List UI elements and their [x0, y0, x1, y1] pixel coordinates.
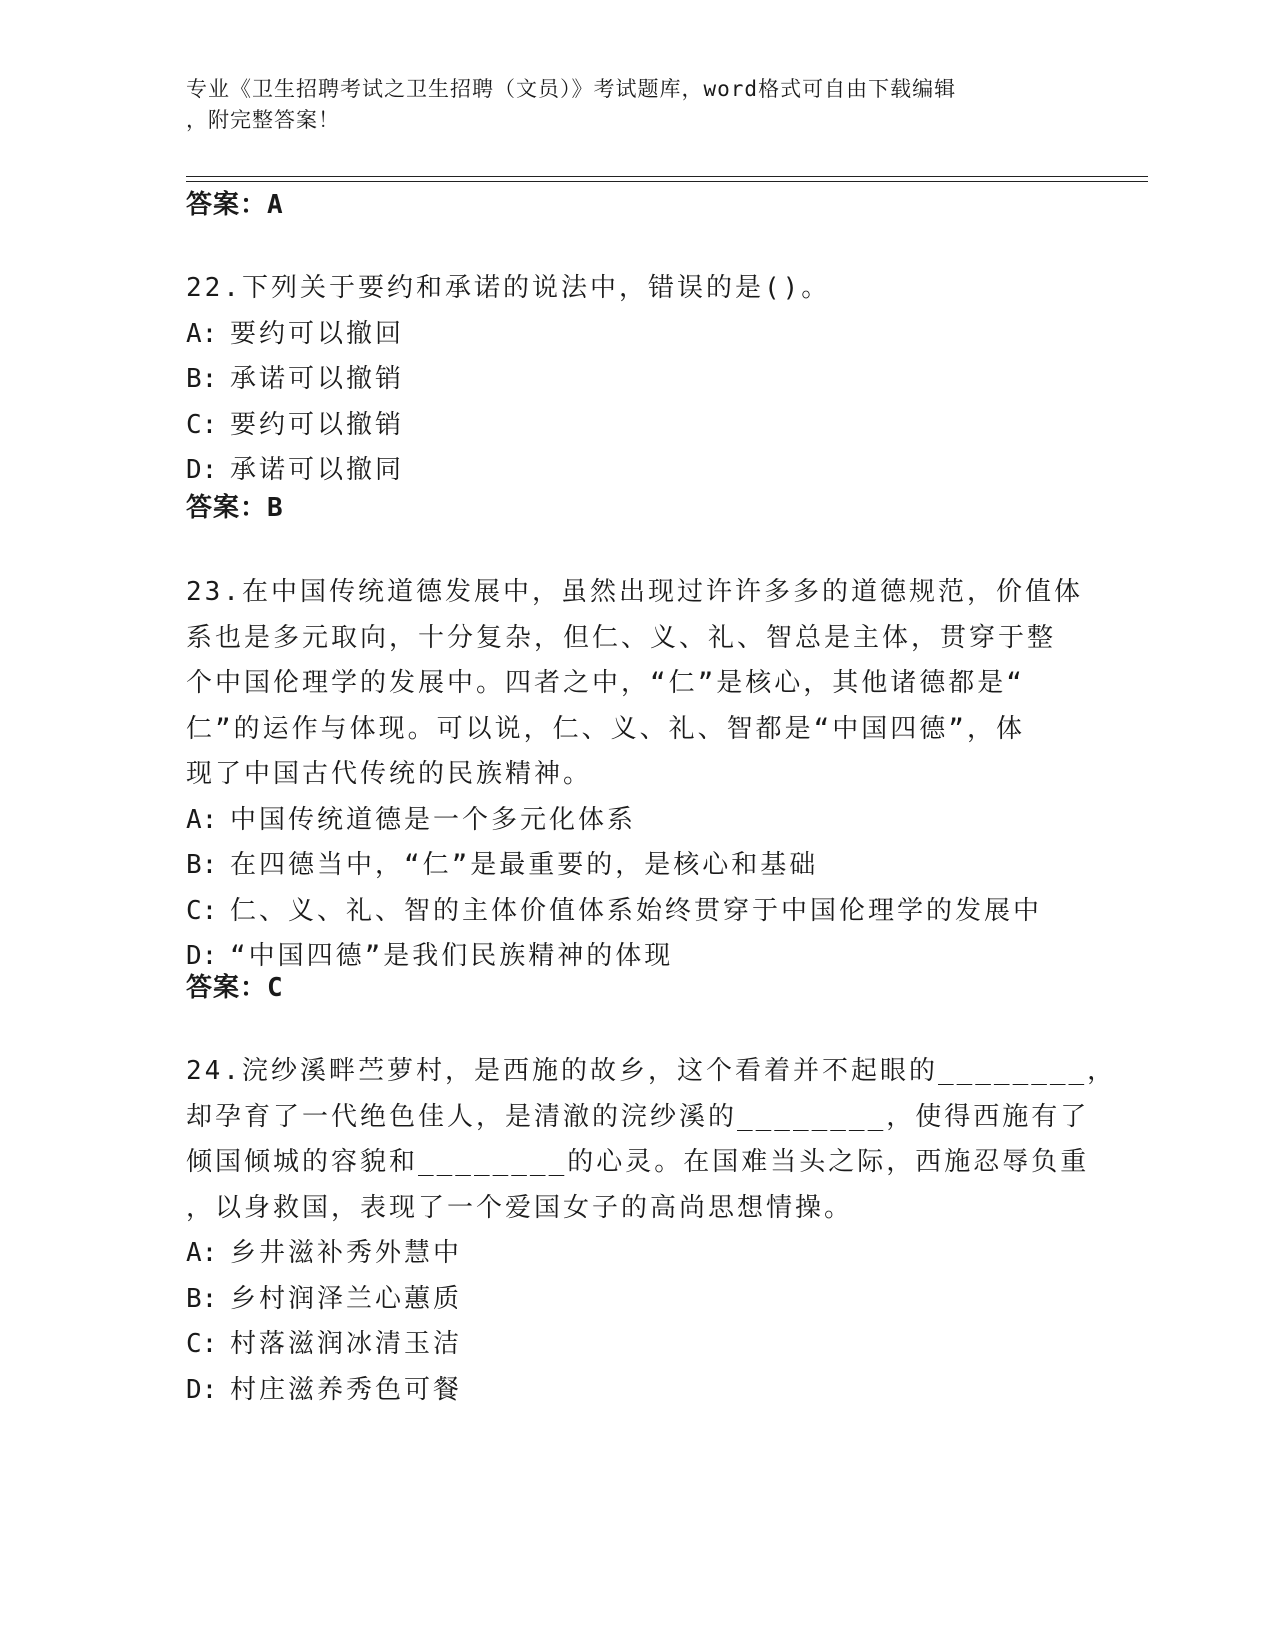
option-a [186, 1231, 1066, 1277]
option-letter: C: [186, 409, 218, 440]
question-text-line: 仁”的运作与体现。可以说，仁、义、礼、智都是“中国四德”，体 [186, 713, 1025, 744]
option-a [186, 798, 1066, 844]
question-23 [186, 570, 1083, 980]
header-line-2: ，附完整答案！ [186, 108, 340, 132]
question-text-line: 个中国伦理学的发展中。四者之中，“仁”是核心，其他诸德都是“ [186, 668, 1025, 698]
option-letter: B: [186, 1283, 218, 1314]
option-c [186, 1322, 1066, 1368]
header-divider-top [186, 176, 1148, 177]
option-c [186, 889, 1066, 935]
option-text: “中国四德”是我们民族精神的体现 [230, 941, 674, 971]
option-d [186, 934, 1066, 980]
header-line-1: 专业《卫生招聘考试之卫生招聘（文员）》考试题库，word格式可自由下载编辑 [186, 77, 957, 101]
question-text-line: 22.下列关于要约和承诺的说法中，错误的是()。 [186, 273, 831, 303]
option-text: 要约可以撤销 [230, 409, 405, 440]
question-text-line: 24.浣纱溪畔苎萝村，是西施的故乡，这个看着并不起眼的________， [186, 1056, 1117, 1086]
option-letter: A: [186, 804, 218, 835]
question-24 [186, 1049, 1117, 1413]
question-text-line: 倾国倾城的容貌和________的心灵。在国难当头之际，西施忍辱负重 [186, 1147, 1090, 1177]
option-c [186, 403, 1066, 449]
option-text: 承诺可以撤销 [230, 364, 405, 394]
option-text: 承诺可以撤同 [230, 455, 405, 485]
option-a [186, 312, 1066, 358]
option-letter: A: [186, 1238, 218, 1268]
option-letter: B: [186, 850, 218, 880]
answer-22: 答案：B [186, 493, 284, 523]
option-text: 在四德当中，“仁”是最重要的，是核心和基础 [230, 850, 819, 880]
option-text: 乡村润泽兰心蕙质 [230, 1283, 463, 1314]
option-letter: B: [186, 364, 218, 394]
option-text: 仁、义、礼、智的主体价值体系始终贯穿于中国伦理学的发展中 [230, 895, 1043, 926]
option-text: 村庄滋养秀色可餐 [230, 1374, 463, 1405]
option-text: 村落滋润冰清玉洁 [230, 1329, 463, 1359]
option-letter: C: [186, 1329, 218, 1359]
option-b [186, 843, 1066, 889]
question-text-line: ，以身救国，表现了一个爱国女子的高尚思想情操。 [186, 1192, 854, 1223]
option-text: 中国传统道德是一个多元化体系 [230, 804, 637, 835]
option-b [186, 1277, 1066, 1323]
option-text: 要约可以撤回 [230, 318, 405, 349]
option-letter: C: [186, 895, 218, 926]
option-text: 乡井滋补秀外慧中 [230, 1238, 463, 1268]
answer-21: 答案：A [186, 190, 284, 220]
option-letter: D: [186, 1374, 218, 1405]
option-letter: A: [186, 318, 218, 349]
answer-23: 答案：C [186, 973, 284, 1003]
option-d [186, 448, 1066, 494]
question-text-line: 现了中国古代传统的民族精神。 [186, 759, 593, 789]
option-b [186, 357, 1066, 403]
question-22 [186, 266, 1066, 494]
header-divider-bottom [186, 181, 1148, 182]
document-header [186, 74, 1066, 136]
option-d [186, 1368, 1066, 1414]
option-letter: D: [186, 941, 218, 971]
option-letter: D: [186, 455, 218, 485]
question-text-line: 却孕育了一代绝色佳人，是清澈的浣纱溪的________，使得西施有了 [186, 1101, 1090, 1132]
question-text-line: 系也是多元取向，十分复杂，但仁、义、礼、智总是主体，贯穿于整 [186, 622, 1057, 653]
question-text-line: 23.在中国传统道德发展中，虽然出现过许许多多的道德规范，价值体 [186, 577, 1083, 607]
